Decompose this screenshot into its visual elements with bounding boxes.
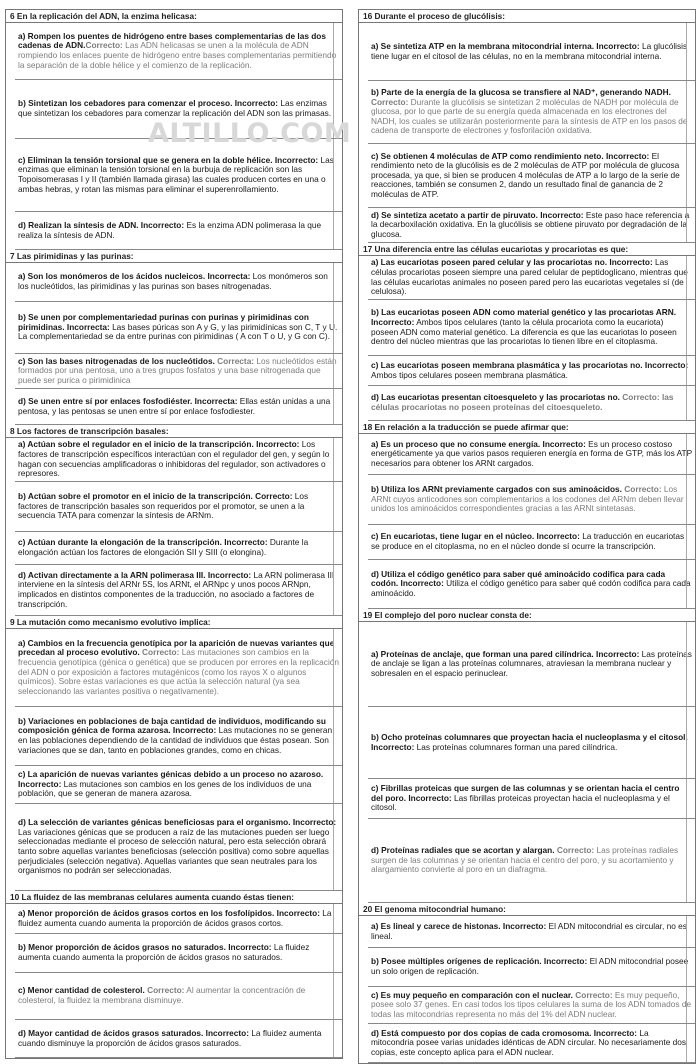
answer-text — [15, 271, 342, 292]
incorrect-label: Incorrecto: — [253, 439, 300, 450]
answer-statement: c) Las eucariotas poseen membrana plasmática y las procariotas no. — [371, 359, 643, 370]
answer-statement: b) Actúan sobre el promotor en el inicio de la transcripción. — [18, 491, 253, 502]
question-block — [359, 609, 695, 903]
answer-statement: b) Parte de la energía de la glucosa se transfiere al NAD⁺, generando NADH. — [371, 87, 671, 98]
option-side-cell — [686, 256, 695, 299]
answer-statement: d) Proteínas radiales que se acortan y alargan. — [371, 845, 555, 856]
option-side-cell — [686, 475, 695, 524]
incorrect-label: Incorrecto: — [221, 537, 268, 548]
explanation-text: Los nucleótidos están formados por una pentosa, uno a tres grupos fosfatos y una base nitrogenada que puede ser purica o pirimidinica — [18, 355, 337, 385]
option-side-cell — [333, 565, 342, 615]
question-block — [359, 243, 695, 421]
incorrect-label: Incorrecto: — [594, 40, 640, 51]
question-title: 17 Una diferencia entre las células eucariotas y procariotas es que: — [359, 243, 695, 256]
option-side-cell — [333, 1020, 342, 1057]
option-side-cell — [686, 622, 695, 706]
answer-option — [368, 1024, 695, 1063]
incorrect-label: Incorrecto: — [205, 569, 252, 580]
incorrect-label: Incorrecto: — [203, 1027, 250, 1038]
answer-option — [15, 354, 342, 389]
answer-statement: a) Es lineal y carece de histonas. — [371, 920, 501, 931]
incorrect-label: Incorrecto: — [593, 648, 640, 659]
explanation-text: Las proteínas de anclaje se ligan a las proteínas columnares, atraviesan la membrana nuclear y sobresalen en el espacio perinuclear. — [371, 648, 692, 678]
option-side-cell — [333, 904, 342, 933]
option-side-cell — [333, 766, 342, 803]
option-side-cell — [686, 386, 695, 420]
answer-text — [15, 817, 342, 877]
option-side-cell — [686, 1024, 695, 1062]
answer-statement: c) La aparición de nuevas variantes génicas debido a un proceso no azaroso. — [18, 769, 324, 780]
explanation-text: Utiliza el código genético para saber qué codón codifica para cada aminoácido. — [371, 578, 691, 598]
option-side-cell — [333, 532, 342, 564]
explanation-text: Este paso hace referencia a la decarboxilación oxidativa. En la glucólisis se obtiene piruvato por degradación de la glucosa. — [371, 209, 690, 239]
option-side-cell — [686, 434, 695, 474]
explanation-text: Las ADN helicasas se unen a la molécula de ADN rompiendo los enlaces puente de hidrógeno entre bases complementarias permitiendo la separación de la doble hélice y el comienzo de la replicación. — [18, 40, 337, 70]
question-block — [359, 421, 695, 609]
question-block — [6, 250, 342, 425]
answer-option — [368, 356, 695, 386]
correct-label: Correcto: — [252, 491, 293, 502]
option-side-cell — [686, 819, 695, 902]
question-block — [6, 425, 342, 616]
question-block — [359, 10, 695, 243]
answer-text — [368, 439, 695, 470]
answer-text — [368, 732, 695, 753]
option-side-cell — [333, 707, 342, 765]
explanation-text: La fluidez aumenta cuando aumenta la proporción de ácidos grasos cortos. — [18, 907, 332, 928]
answer-option — [15, 565, 342, 616]
option-side-cell — [333, 973, 342, 1019]
correct-label: Correcto: — [85, 40, 123, 51]
incorrect-label: Incorrecto: — [541, 956, 588, 967]
incorrect-label: Incorrecto: — [591, 1027, 638, 1038]
answer-statement: a) Cambios en la frecuencia genotípica por la aparición de nuevas variantes que precedan al proceso evolutivo. — [18, 637, 335, 658]
answer-text — [15, 570, 342, 610]
answer-option — [368, 23, 695, 81]
answer-option — [15, 212, 342, 250]
option-side-cell — [686, 560, 695, 608]
answer-text — [368, 484, 695, 515]
incorrect-label: Incorrecto: — [290, 817, 337, 828]
explanation-text: Las fibrillas proteicas proyectan hacia el nucleoplasma y el citosol. — [371, 792, 670, 813]
correct-label: Correcto: — [144, 985, 185, 996]
answer-text — [368, 210, 695, 241]
correct-label: Correcta: — [214, 355, 255, 366]
answer-option — [368, 300, 695, 356]
answer-text — [15, 716, 342, 756]
answer-statement: a) Actúan sobre el regulador en el inicio de la transcripción. — [18, 439, 254, 450]
option-side-cell — [333, 804, 342, 890]
explanation-text: Al aumentar la concentración de colesterol, la fluidez la membrana disminuye. — [18, 985, 306, 1005]
option-side-cell — [333, 934, 342, 972]
incorrect-label: Incorrecto: — [603, 150, 650, 161]
option-side-cell — [333, 354, 342, 388]
option-side-cell — [686, 81, 695, 143]
answer-statement: a) Se sintetiza ATP en la membrana mitocondrial interna. — [371, 40, 594, 51]
explanation-text: Las enzimas que sintetizan los cebadores para comenzar la replicación del ADN son las primasas. — [18, 98, 332, 118]
answer-text — [368, 1028, 695, 1059]
answer-text — [368, 531, 695, 552]
option-side-cell — [686, 916, 695, 947]
answer-option — [15, 973, 342, 1020]
answer-statement: c) Se obtienen 4 moléculas de ATP como rendimiento neto. — [371, 150, 604, 161]
answer-option — [368, 622, 695, 707]
answer-statement: b) Utiliza los ARNt previamente cargados con sus aminoácidos. — [371, 484, 622, 495]
answer-statement: a) Las eucariotas poseen pared celular y las procariotas no. — [371, 257, 608, 268]
answer-option — [368, 948, 695, 987]
explanation-text: Las variaciones génicas que se producen a raíz de las mutaciones pueden ser luego seleccionadas mediante el proceso de selección natural, pero esta selección obrará tanto sobre aquellas variantes beneficiosas (selección positiva) como sobre aquellas perjudiciales (selección negativa). Aquellas variantes que sean neutrales para los organismos no podrán ser seleccionadas. — [18, 826, 330, 876]
answer-text — [368, 87, 695, 137]
answer-statement: c) Fibrillas proteicas que surgen de las columnas y se orientan hacia el centro del poro. — [371, 783, 680, 803]
answer-text — [368, 921, 695, 942]
answer-statement: b) Las eucariotas poseen ADN como material genético y las procariotas ARN. — [371, 307, 677, 318]
correct-label: Correcto: — [371, 96, 409, 107]
answer-text — [15, 31, 342, 71]
answer-text — [368, 569, 695, 600]
incorrect-label: Incorrecto: — [406, 792, 452, 803]
explanation-text: Es la enzima ADN polimerasa la que realiza la síntesis de ADN. — [18, 219, 322, 240]
incorrect-label: Incorrecto: — [534, 531, 580, 542]
answer-option — [368, 386, 695, 421]
answer-statement: b) Variaciones en poblaciones de baja cantidad de individuos, modificando su composición génica de forma azarosa. — [18, 715, 326, 736]
question-block — [6, 616, 342, 891]
option-side-cell — [333, 23, 342, 79]
incorrect-label: Incorrecto: — [170, 725, 217, 736]
question-title: 8 Los factores de transcripción basales: — [6, 425, 342, 438]
answer-option — [15, 1020, 342, 1058]
right-column — [358, 9, 696, 1064]
answer-text — [15, 491, 342, 522]
answer-statement: c) Actúan durante la elongación de la transcripción. — [18, 537, 222, 548]
explanation-text: Las bases púricas son A y G, y las pirimidínicas son C, T y U. La complementariedad se da entre purinas con pirimidinas ( A con T o U, y G con C). — [18, 321, 338, 342]
incorrect-label: Incorrecto: — [225, 942, 272, 953]
answer-text — [15, 98, 342, 119]
incorrect-label: Incorrecto: — [272, 154, 319, 165]
answer-text — [15, 942, 342, 963]
answer-text — [15, 537, 342, 558]
answer-statement: c) Eliminan la tensión torsional que se genera en la doble hélice. — [18, 154, 273, 165]
answer-text — [368, 783, 695, 814]
watermark: ALTILLO.COM — [148, 118, 352, 149]
option-side-cell — [686, 300, 695, 355]
answer-option — [368, 475, 695, 525]
option-side-cell — [686, 23, 695, 80]
question-block — [6, 891, 342, 1058]
option-side-cell — [686, 208, 695, 242]
answer-text — [15, 908, 342, 929]
explanation-text: Las mutaciones son cambios en los genes de los individuos de una población, que se generan de manera azarosa. — [18, 778, 312, 799]
option-side-cell — [686, 707, 695, 778]
option-side-cell — [333, 389, 342, 424]
answer-text — [368, 151, 695, 201]
question-title: 6 En la replicación del ADN, la enzima helicasa: — [6, 10, 342, 23]
incorrect-label: Incorrecto: — [232, 98, 279, 109]
answer-text — [368, 649, 695, 680]
answer-option — [368, 819, 695, 903]
answer-statement: b) Sintetizan los cebadores para comenzar el proceso. — [18, 98, 233, 109]
answer-option — [15, 139, 342, 212]
answer-option — [368, 81, 695, 144]
answer-statement: d) Se unen entre sí por enlaces fosfodiéster. — [18, 395, 193, 406]
explanation-text: Las proteínas columnares forman una pared cilíndrica. — [414, 741, 618, 752]
question-title: 19 El complejo del poro nuclear consta de: — [359, 609, 695, 622]
answer-option — [15, 23, 342, 80]
answer-text — [368, 392, 695, 413]
explanation-text: Ambos tipos celulares poseen membrana plasmática. — [371, 369, 568, 380]
answer-option — [368, 560, 695, 609]
answer-statement: b) Ocho proteínas columnares que proyectan hacia el nucleoplasma y el citosol. — [371, 731, 688, 742]
incorrect-label: Incorrecta: — [205, 271, 251, 282]
option-side-cell — [333, 302, 342, 353]
correct-label: Correcto: — [572, 989, 613, 1000]
option-side-cell — [333, 482, 342, 531]
explanation-text: Los monómeros son los nucleótidos, las pirimidinas y las purinas son bases nitrogenadas. — [18, 271, 328, 291]
answer-option — [368, 916, 695, 948]
answer-option — [15, 438, 342, 482]
explanation-text: El ADN mitocondrial posee un solo origen de replicación. — [371, 956, 689, 976]
answer-option — [368, 434, 695, 475]
answer-option — [15, 904, 342, 934]
answer-statement: b) Menor proporción de ácidos grasos no saturados. — [18, 942, 226, 953]
explanation-text: La traducción en eucariotas se produce en el citoplasma, no en el núcleo donde sí ocurre la transcripción. — [371, 531, 685, 551]
answer-option — [368, 707, 695, 779]
option-side-cell — [686, 144, 695, 207]
answer-option — [15, 482, 342, 532]
incorrect-label: Incorrecto: — [537, 209, 584, 220]
answer-statement: b) Se unen por complementariedad purinas con purinas y pirimidinas con pirimidinas. — [18, 312, 309, 332]
answer-text — [368, 956, 695, 977]
option-side-cell — [686, 356, 695, 385]
explanation-text: Durante la elongación actúan los factores de elongación SII y SIII (o elongina). — [18, 537, 309, 557]
correct-label: Correcto: — [621, 484, 662, 495]
answer-statement: d) Las eucariotas presentan citoesqueleto y las procariotas no. — [371, 392, 620, 403]
incorrect-label: Incorrecto: — [398, 578, 444, 589]
answer-statement: d) Utiliza el código genético para saber qué aminoácido codifica para cada codón. — [371, 568, 666, 589]
answer-statement: a) Rompen los puentes de hidrógeno entre bases complementarias de las dos cadenas de ADN. — [18, 30, 326, 51]
answer-text — [15, 155, 342, 195]
incorrect-label: Incorrecta: — [192, 395, 238, 406]
explanation-text: La mitocondria posee varias unidades idénticas de ADN circular. No necesariamente dos copias, este concepto aplica para el ADN nuclear. — [371, 1027, 686, 1057]
correct-label: Correcto: — [619, 392, 660, 403]
answer-option — [15, 804, 342, 891]
answer-text — [15, 220, 342, 241]
answer-option — [368, 987, 695, 1024]
answer-statement: d) Realizan la síntesis de ADN. — [18, 219, 139, 230]
explanation-text: Las enzimas que eliminan la tensión torsional en la burbuja de replicación son las Topoisomerasas I y II (también llamada girasa) las cuales producen cortes en una o ambas hebras, y rotan las mismas para eliminar el superenrollamiento. — [18, 154, 334, 194]
option-side-cell — [686, 779, 695, 818]
answer-statement: a) Es un proceso que no consume energía. — [371, 438, 541, 449]
answer-text — [15, 396, 342, 417]
answer-option — [15, 302, 342, 354]
explanation-text: Durante la glucólisis se sintetizan 2 moléculas de NADH por molécula de glucosa, por lo que parte de su energía queda almacenada en los electrones del NADH, los cuales se utilizarán posteriormente para la síntesis de ATP en los pasos de cadena de transporte de electrones y fosforilación oxidativa. — [371, 96, 688, 136]
explanation-text: La ARN polimerasa III interviene en la síntesis del ARNr 5S, los ARNt, el ARNpc y unos pocos ARNpn, implicados en distintos componentes de la traducción, no asociado a factores de transcripción. — [18, 569, 335, 609]
answer-option — [15, 707, 342, 766]
option-side-cell — [333, 438, 342, 481]
correct-label: Correcto: — [554, 845, 595, 856]
answer-statement: c) Menor cantidad de colesterol. — [18, 985, 145, 996]
explanation-text: La fluidez aumenta cuando disminuye la proporción de ácidos grasos saturados. — [18, 1027, 322, 1048]
explanation-text: Es un proceso costoso energéticamente ya que varios pasos requieren energía en forma de GTP, más los ATP necesarios para obtener los ARNt cargados. — [371, 438, 692, 468]
answer-option — [15, 934, 342, 973]
answer-statement: d) Está compuesto por dos copias de cada cromosoma. — [371, 1027, 592, 1038]
answer-option — [15, 766, 342, 804]
answer-option — [368, 256, 695, 300]
answer-statement: a) Menor proporción de ácidos grasos cortos en los fosfolípidos. — [18, 907, 275, 918]
explanation-text: Las mutaciones no se generan en las poblaciones dependiendo de la cantidad de individuos que éstas posean. Son variaciones que se dan, tanto en poblaciones grandes, como en chicas. — [18, 725, 333, 755]
explanation-text: Los ARNt cuyos anticodones son complementarios a los codones del ARNm deben llevar unidos los aminoácidos correspondientes gracias a las ARNt sintetasas. — [371, 484, 684, 514]
answer-option — [368, 525, 695, 560]
incorrect-label: Incorrecto: — [607, 257, 653, 268]
explanation-text: Las células procariotas poseen siempre una pared celular de peptidoglicano, mientras que las células eucariotas animales no poseen pared pero las eucariotas vegetales sí (de celulosa). — [371, 257, 688, 297]
explanation-text: Las mutaciones son cambios en la frecuencia genotípica (génica o genética) que se producen por errores en la replicación del ADN o por exposición a factores mutagénicos (como los rayos X o algunos químicos). Sobre estas variaciones es que actúa la selección natural (ya sea seleccionando las variantes positiva o negativamente). — [18, 647, 340, 696]
incorrect-label: Incorrecto: — [274, 907, 320, 918]
question-block — [359, 903, 695, 1063]
option-side-cell — [686, 948, 695, 986]
explanation-text: Ellas están unidas a una pentosa, y las pentosas se unen entre sí por enlace fosfodiester. — [18, 395, 331, 416]
answer-statement: b) Posee múltiples orígenes de replicación. — [371, 956, 542, 967]
correct-label: Correcto: — [139, 647, 180, 658]
answer-statement: d) La selección de variantes génicas beneficiosas para el organismo. — [18, 817, 291, 828]
answer-statement: d) Activan directamente a la ARN polimerasa III. — [18, 569, 206, 580]
answer-option — [368, 779, 695, 819]
option-side-cell — [333, 139, 342, 211]
answer-statement: a) Son los monómeros de los ácidos nucleicos. — [18, 271, 206, 282]
explanation-text: El rendimiento neto de la glucólisis es de 2 moléculas de ATP por molécula de glucosa procesada, ya que, si bien se producen 4 moléculas de ATP a lo largo de la serie de reacciones, también se consumen 2, dando un resultado final de ganancia de 2 moléculas de ATP. — [371, 150, 680, 199]
incorrect-label: Incorrecto: — [371, 741, 415, 752]
incorrect-label: Incorrecto: — [371, 316, 415, 327]
answer-text — [15, 769, 342, 800]
answer-text — [15, 356, 342, 387]
explanation-text: las células procariotas no poseen proteínas del citoesqueleto. — [371, 392, 674, 412]
explanation-text: Los factores de transcripción específicos interactúan con el regulador del gen, y según lo hagan con secuencias amplificadoras o inhibidoras del regulador, son activadores o represores. — [18, 439, 330, 479]
explanation-text: La fluidez aumenta cuando aumenta la proporción de ácidos grasos no saturados. — [18, 942, 310, 962]
question-title: 10 La fluidez de las membranas celulares aumenta cuando éstas tienen: — [6, 891, 342, 904]
answer-statement: c) Son las bases nitrogenadas de los nucleótidos. — [18, 355, 215, 366]
answer-text — [15, 312, 342, 343]
question-title: 9 La mutación como mecanismo evolutivo implica: — [6, 616, 342, 629]
answer-option — [15, 532, 342, 565]
question-title: 18 En relación a la traducción se puede afirmar que: — [359, 421, 695, 434]
answer-text — [368, 360, 695, 381]
question-title: 7 Las pirimidinas y las purinas: — [6, 250, 342, 263]
answer-statement: c) En eucariotas, tiene lugar en el núcleo. — [371, 531, 535, 542]
incorrect-label: Incorrecto: — [500, 920, 547, 931]
incorrect-label: Incorrecto: — [540, 438, 586, 449]
answer-statement: d) Mayor cantidad de ácidos grasos saturados. — [18, 1027, 204, 1038]
incorrect-label: Incorrecta: — [64, 321, 110, 332]
answer-text — [15, 638, 342, 698]
answer-text — [368, 257, 695, 297]
answer-text — [368, 307, 695, 347]
answer-option — [15, 263, 342, 302]
explanation-text: La glucólisis tiene lugar en el citosol de las células, no en la membrana mitocondrial interna. — [371, 40, 688, 61]
incorrect-label: Incorrecto: — [642, 359, 689, 370]
answer-option — [15, 389, 342, 425]
answer-text — [368, 845, 695, 876]
explanation-text: Ambos tipos celulares (tanto la célula procariota como la eucariota) poseen ADN como material genético. La diferencia es que las eucariotas lo poseen dentro del núcleo mientras que las procariotas lo tienen libre en el citoplasma. — [371, 316, 677, 347]
question-title: 20 El genoma mitocondrial humano: — [359, 903, 695, 916]
incorrect-label: Incorrecto: — [18, 778, 62, 789]
option-side-cell — [333, 212, 342, 249]
left-column — [5, 9, 343, 1059]
option-side-cell — [333, 629, 342, 706]
answer-text — [15, 439, 342, 479]
answer-text — [368, 990, 695, 1021]
explanation-text: Los factores de transcripción basales son requeridos por el promotor, se unen a la secuencia TATA para comenzar la síntesis de ARNm. — [18, 491, 309, 521]
explanation-text: Las proteínas radiales surgen de las columnas y se orientan hacia el centro del poro, y su acortamiento y alargamiento convierte al poro en un diafragma. — [371, 845, 679, 875]
answer-option — [15, 629, 342, 707]
answer-option — [368, 144, 695, 208]
answer-statement: c) Es muy pequeño en comparación con el nuclear. — [371, 989, 573, 1000]
question-title: 16 Durante el proceso de glucólisis: — [359, 10, 695, 23]
option-side-cell — [686, 987, 695, 1023]
explanation-text: Es muy pequeño, posee solo 37 genes. En casi todos los tipos celulares la suma de los ADN tomados de todas las mitocondrias representa no más del 1% del ADN nuclear. — [371, 989, 692, 1019]
incorrect-label: Incorrecto: — [138, 219, 185, 230]
answer-option — [368, 208, 695, 243]
option-side-cell — [686, 525, 695, 559]
answer-text — [15, 1028, 342, 1049]
answer-text — [15, 985, 342, 1006]
answer-text — [368, 41, 695, 62]
answer-statement: a) Proteínas de anclaje, que forman una pared cilíndrica. — [371, 648, 594, 659]
answer-statement: d) Se sintetiza acetato a partir de piruvato. — [371, 209, 538, 220]
explanation-text: El ADN mitocondrial es circular, no es lineal. — [371, 920, 687, 941]
option-side-cell — [333, 263, 342, 301]
